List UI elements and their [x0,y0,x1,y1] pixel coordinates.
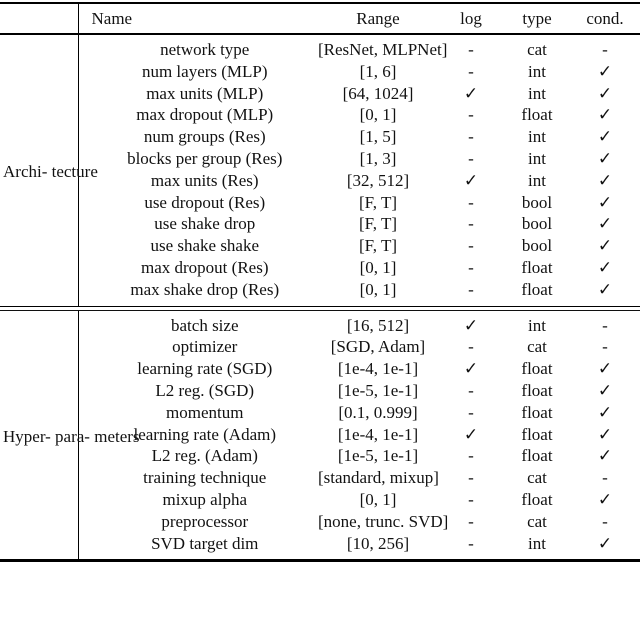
param-range: [0, 1] [359,257,397,277]
table-row [0,235,640,257]
param-log-flag: - [468,236,474,256]
row-group-label: Hyper- para- meters [0,310,78,561]
param-log-flag: - [468,127,474,147]
param-range: [32, 512] [346,170,410,190]
table-row [0,34,640,61]
param-type: int [528,148,546,168]
param-log-flag: - [468,468,474,488]
param-range: [0, 1] [359,105,397,125]
param-type: bool [521,236,553,256]
table-row [0,380,640,402]
param-log-flag: - [468,61,474,81]
param-range: [ResNet, MLPNet] [318,40,448,59]
param-log-flag: - [468,105,474,125]
table-row [0,467,640,489]
param-type: float [521,402,553,422]
param-log-flag: ✓ [463,315,479,335]
table-row [0,511,640,533]
table-row [0,192,640,214]
param-log-flag: - [468,279,474,299]
param-range: [1, 5] [359,127,397,147]
param-range: [F, T] [359,236,397,256]
param-log-flag: - [468,533,474,553]
param-range: [SGD, Adam] [330,337,426,357]
table-row [0,489,640,511]
param-cond-flag: ✓ [597,489,613,509]
param-cond-flag: ✓ [597,402,613,422]
param-range: [64, 1024] [342,83,414,103]
param-type: int [528,533,546,553]
param-range: [none, trunc. SVD] [318,511,449,531]
param-type: float [521,424,553,444]
param-range: [F, T] [359,192,397,212]
param-name: L2 reg. (Adam) [151,446,258,466]
row-group-label: Archi- tecture [0,34,78,306]
param-range: [16, 512] [346,315,410,335]
header-type: type [504,3,570,34]
param-cond-flag: ✓ [597,83,613,103]
param-log-flag: ✓ [463,170,479,190]
table-row [0,257,640,279]
header-group-spacer [0,3,78,34]
param-name: use dropout (Res) [144,192,266,212]
table-row [0,61,640,83]
param-log-flag: ✓ [463,83,479,103]
param-cond-flag: ✓ [597,446,613,466]
param-cond-flag: ✓ [597,257,613,277]
param-name: max dropout (MLP) [136,105,274,125]
param-name: SVD target dim [151,533,259,553]
param-type: cat [527,40,547,59]
param-cond-flag: ✓ [597,192,613,212]
param-log-flag: - [468,214,474,234]
param-range: [1, 6] [359,61,397,81]
param-log-flag: ✓ [463,359,479,379]
param-name: use shake drop [154,214,256,234]
table-row [0,358,640,380]
param-log-flag: - [468,337,474,357]
table-row [0,104,640,126]
param-cond-flag: ✓ [597,61,613,81]
header-name: Name [78,3,318,34]
param-range: [1e-4, 1e-1] [337,424,419,444]
hyperparameters-section [0,310,640,561]
param-cond-flag: ✓ [597,424,613,444]
param-name: max dropout (Res) [141,257,269,277]
param-name: num groups (Res) [143,127,266,147]
table-row [0,336,640,358]
param-name: use shake shake [150,236,260,256]
param-cond-flag: ✓ [597,380,613,400]
param-log-flag: - [468,446,474,466]
param-name: max shake drop (Res) [130,279,280,299]
param-type: int [528,170,546,190]
header-range: Range [318,3,438,34]
param-name: num layers (MLP) [141,61,268,81]
param-name: preprocessor [161,511,249,531]
param-cond-flag: ✓ [597,170,613,190]
param-range: [standard, mixup] [318,468,439,488]
param-type: cat [527,468,547,488]
param-type: float [521,105,553,125]
header-cond: cond. [570,3,640,34]
param-range: [0.1, 0.999] [338,402,418,422]
param-name: optimizer [172,337,238,357]
param-type: float [521,257,553,277]
architecture-section [0,34,640,306]
param-type: int [528,315,546,335]
param-type: cat [527,337,547,357]
param-range: [1e-4, 1e-1] [337,359,419,379]
param-type: bool [521,192,553,212]
param-cond-flag: ✓ [597,105,613,125]
param-range: [0, 1] [359,279,397,299]
param-name: learning rate (SGD) [137,359,273,379]
param-cond-flag: ✓ [597,236,613,256]
param-log-flag: - [468,489,474,509]
param-type: int [528,83,546,103]
param-type: cat [527,511,547,531]
param-name: L2 reg. (SGD) [155,380,255,400]
param-log-flag: - [468,148,474,168]
param-name: momentum [166,402,244,422]
param-range: [10, 256] [346,533,410,553]
param-name: network type [160,40,250,59]
param-type: int [528,61,546,81]
table-row [0,126,640,148]
param-range: [1, 3] [359,148,397,168]
param-range: [F, T] [359,214,397,234]
table-row [0,445,640,467]
table-row [0,533,640,561]
param-name: max units (MLP) [146,83,264,103]
param-log-flag: ✓ [463,424,479,444]
param-name: mixup alpha [162,489,247,509]
param-range: [1e-5, 1e-1] [337,446,419,466]
param-name: training technique [143,468,267,488]
param-type: float [521,489,553,509]
param-range: [0, 1] [359,489,397,509]
table-row [0,279,640,306]
param-cond-flag: - [602,511,608,531]
param-type: float [521,380,553,400]
param-cond-flag: - [602,315,608,335]
param-log-flag: - [468,257,474,277]
param-cond-flag: ✓ [597,279,613,299]
param-cond-flag: ✓ [597,533,613,553]
table-row [0,402,640,424]
param-name: batch size [171,315,239,335]
param-log-flag: - [468,40,474,59]
header-log: log [438,3,504,34]
param-log-flag: - [468,511,474,531]
header-row [0,3,640,34]
param-type: float [521,279,553,299]
param-cond-flag: ✓ [597,127,613,147]
param-type: bool [521,214,553,234]
table-row [0,83,640,105]
table-row [0,213,640,235]
param-cond-flag: - [602,468,608,488]
param-cond-flag: - [602,40,608,59]
param-log-flag: - [468,402,474,422]
param-name: learning rate (Adam) [133,424,277,444]
param-cond-flag: - [602,337,608,357]
param-log-flag: - [468,192,474,212]
param-name: max units (Res) [150,170,259,190]
param-log-flag: - [468,380,474,400]
param-cond-flag: ✓ [597,214,613,234]
param-type: float [521,359,553,379]
param-cond-flag: ✓ [597,359,613,379]
param-name: blocks per group (Res) [127,148,283,168]
param-type: int [528,127,546,147]
hyperparameter-search-space-table [0,2,640,562]
param-type: float [521,446,553,466]
param-cond-flag: ✓ [597,148,613,168]
param-range: [1e-5, 1e-1] [337,380,419,400]
table-row [0,310,640,336]
